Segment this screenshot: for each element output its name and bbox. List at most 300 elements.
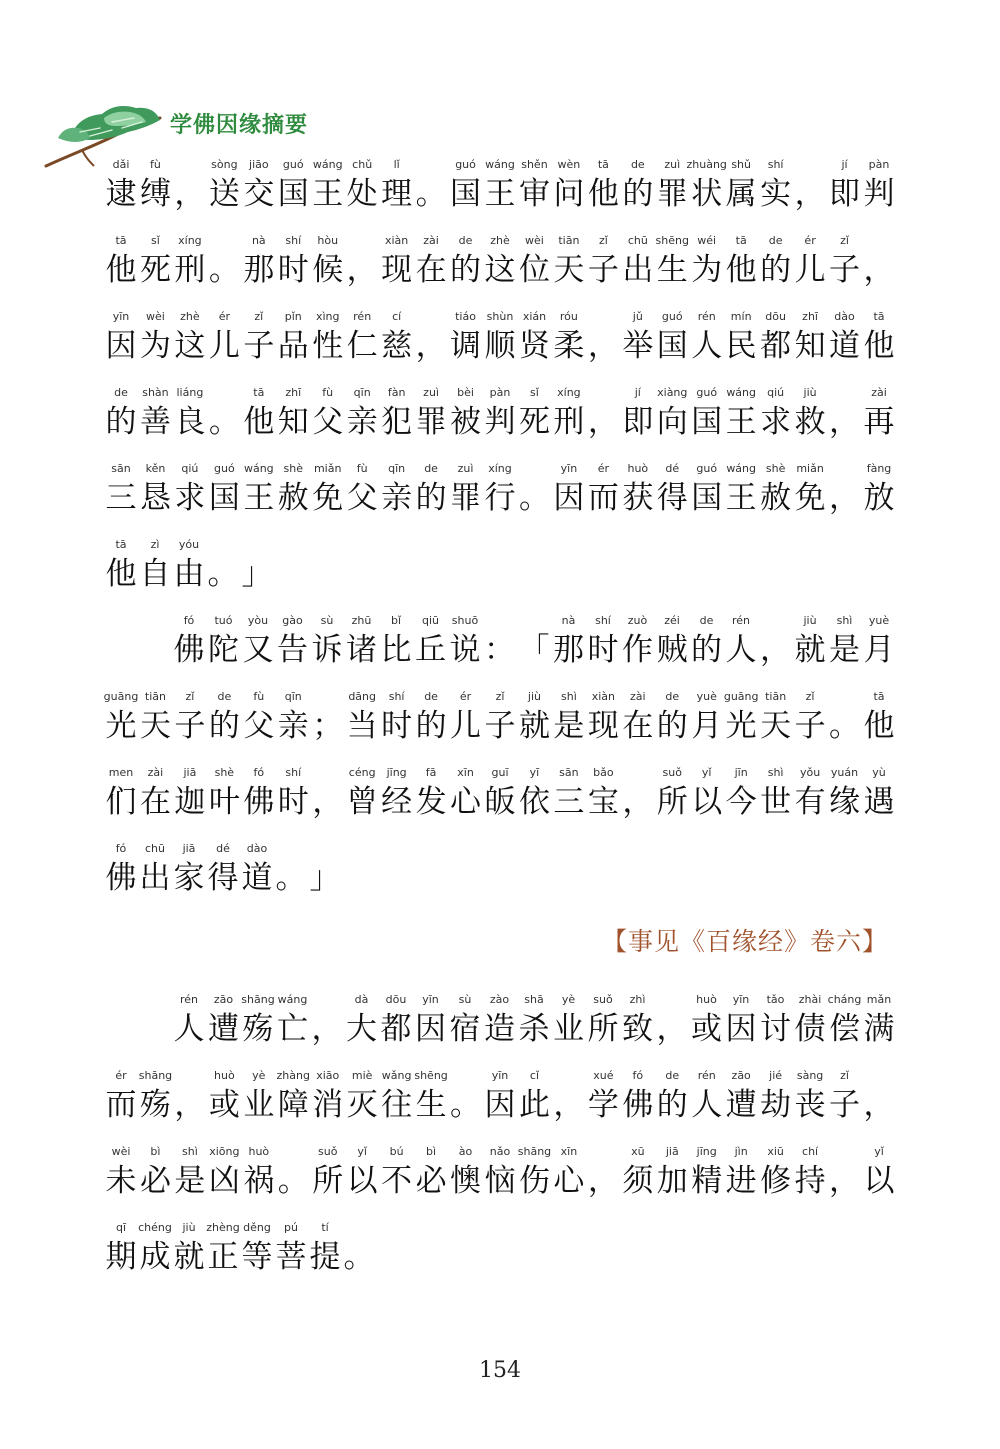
pinyin: shēng <box>414 1069 448 1082</box>
hanzi: 杀 <box>518 1011 550 1047</box>
hanzi: 国 <box>208 480 240 516</box>
hanzi: 恳 <box>139 480 171 516</box>
pinyin: fā <box>425 766 437 779</box>
hanzi: 持 <box>794 1163 826 1199</box>
pinyin: zhì <box>629 993 646 1006</box>
hanzi: 判 <box>863 176 895 212</box>
hanzi: 大 <box>346 1011 377 1047</box>
pinyin: cǐ <box>529 1069 539 1082</box>
pinyin: wáng <box>312 158 343 171</box>
hanzi: 。 <box>343 1239 375 1275</box>
pinyin: cháng <box>827 993 862 1006</box>
pinyin: sù <box>458 993 472 1006</box>
ruby-char <box>862 614 896 674</box>
hanzi: 人 <box>691 328 723 364</box>
pinyin: tā <box>735 234 747 247</box>
hanzi: 为 <box>139 328 171 364</box>
hanzi: 即 <box>829 176 861 212</box>
hanzi: 刑 <box>553 404 585 440</box>
pinyin: xiōng <box>209 1145 240 1158</box>
pinyin: hòu <box>317 234 339 247</box>
ruby-char <box>862 1145 896 1205</box>
hanzi: 。 <box>275 860 307 896</box>
hanzi: 有 <box>794 784 826 820</box>
pinyin: bèi <box>457 386 474 399</box>
hanzi: 的 <box>622 176 654 212</box>
hanzi: ， <box>415 328 447 364</box>
text-line <box>0 1221 1000 1281</box>
hanzi: 时 <box>381 708 413 744</box>
pinyin: qīn <box>284 690 302 703</box>
pinyin: sù <box>320 614 334 627</box>
hanzi: 刑 <box>174 252 206 288</box>
pinyin: guó <box>696 462 718 475</box>
hanzi: 逮 <box>105 176 137 212</box>
pinyin: bì <box>426 1145 437 1158</box>
hanzi: 在 <box>622 708 654 744</box>
hanzi: 成 <box>139 1239 171 1275</box>
pinyin: zāo <box>213 993 234 1006</box>
hanzi: 或 <box>208 1087 240 1123</box>
pinyin: xíng <box>557 386 581 399</box>
pinyin: xiàng <box>657 386 688 399</box>
hanzi: 劫 <box>760 1087 792 1123</box>
hanzi: 国 <box>656 328 688 364</box>
pinyin: zéi <box>664 614 680 627</box>
pinyin: huò <box>248 1145 270 1158</box>
hanzi: 的 <box>691 632 722 668</box>
pinyin: guī <box>491 766 509 779</box>
hanzi: 陀 <box>208 632 239 668</box>
pinyin: miè <box>351 1069 373 1082</box>
pinyin: dào <box>246 842 268 855</box>
hanzi: 天 <box>553 252 585 288</box>
pinyin: suǒ <box>593 993 613 1006</box>
pinyin: ér <box>218 310 230 323</box>
hanzi: 业 <box>243 1087 275 1123</box>
hanzi: 儿 <box>208 328 240 364</box>
hanzi: 以 <box>691 784 723 820</box>
pinyin: fù <box>322 386 334 399</box>
hanzi: 讨 <box>760 1011 791 1047</box>
pinyin: rén <box>353 310 372 323</box>
pinyin: guāng <box>103 690 139 703</box>
pinyin: bǐ <box>390 614 402 627</box>
pinyin: zhī <box>285 386 302 399</box>
pinyin: zǐ <box>598 234 608 247</box>
pinyin: xué <box>593 1069 614 1082</box>
pinyin: yè <box>252 1069 266 1082</box>
hanzi: 善 <box>139 404 171 440</box>
ruby-char <box>342 1221 376 1281</box>
ruby-char <box>308 842 342 902</box>
hanzi: 父 <box>312 404 344 440</box>
hanzi: 三 <box>553 784 585 820</box>
pinyin: tā <box>873 690 885 703</box>
pinyin: zài <box>147 766 164 779</box>
pinyin: shì <box>836 614 853 627</box>
hanzi: 不 <box>381 1163 413 1199</box>
pinyin: yīn <box>422 993 439 1006</box>
hanzi: 王 <box>312 176 344 212</box>
pinyin: yǒu <box>799 766 821 779</box>
pinyin: shāng <box>517 1145 552 1158</box>
hanzi: 宿 <box>449 1011 481 1047</box>
pinyin: róu <box>559 310 578 323</box>
hanzi: 修 <box>760 1163 792 1199</box>
hanzi: ， <box>829 404 861 440</box>
hanzi: 得 <box>207 860 239 896</box>
pinyin: dào <box>834 310 855 323</box>
hanzi: 王 <box>484 176 516 212</box>
hanzi: 国 <box>691 404 723 440</box>
hanzi: 宝 <box>587 784 619 820</box>
pinyin: yīn <box>112 310 130 323</box>
hanzi: 发 <box>415 784 447 820</box>
hanzi: 精 <box>691 1163 723 1199</box>
pinyin: nǎo <box>489 1145 511 1158</box>
pinyin: fó <box>183 614 195 627</box>
hanzi: 这 <box>484 252 516 288</box>
pinyin: fó <box>115 842 127 855</box>
pinyin: shè <box>765 462 786 475</box>
pinyin: huò <box>696 993 717 1006</box>
hanzi: 状 <box>691 176 723 212</box>
hanzi: 位 <box>518 252 550 288</box>
hanzi: 等 <box>241 1239 273 1275</box>
hanzi: 子 <box>587 252 619 288</box>
hanzi: 子 <box>829 1087 861 1123</box>
pinyin: de <box>217 690 232 703</box>
pinyin <box>227 538 287 552</box>
text-line <box>0 310 1000 370</box>
hanzi: 天 <box>760 708 792 744</box>
text-line <box>0 462 1000 522</box>
hanzi: 殇 <box>242 1011 274 1047</box>
pinyin: chí <box>802 1145 819 1158</box>
pinyin: shāng <box>241 993 275 1006</box>
hanzi: 菩 <box>275 1239 307 1275</box>
hanzi: 今 <box>725 784 757 820</box>
pinyin: rén <box>731 614 751 627</box>
hanzi: ， <box>346 252 378 288</box>
text-line <box>0 614 1000 674</box>
hanzi: 自 <box>139 556 171 592</box>
pinyin: liáng <box>176 386 204 399</box>
hanzi: 遇 <box>863 784 895 820</box>
hanzi: 告 <box>277 632 308 668</box>
hanzi: ， <box>656 1011 688 1047</box>
hanzi: ， <box>829 1163 861 1199</box>
pinyin: zhuàng <box>686 158 727 171</box>
hanzi: 佛 <box>173 632 205 668</box>
ruby-char <box>862 462 896 522</box>
hanzi: ， <box>863 1087 895 1123</box>
pinyin: tiáo <box>455 310 476 323</box>
pinyin: rén <box>697 1069 716 1082</box>
hanzi: 依 <box>518 784 550 820</box>
hanzi: 」 <box>241 556 273 592</box>
hanzi: ： <box>484 632 515 668</box>
hanzi: 光 <box>105 708 137 744</box>
hanzi: 皈 <box>484 784 516 820</box>
hanzi: 仁 <box>346 328 378 364</box>
hanzi: 诸 <box>346 632 377 668</box>
hanzi: 佛 <box>243 784 275 820</box>
hanzi: 人 <box>173 1011 205 1047</box>
hanzi: 们 <box>105 784 137 820</box>
hanzi: 判 <box>484 404 516 440</box>
pinyin: rén <box>179 993 199 1006</box>
pinyin: de <box>424 462 438 475</box>
hanzi: 知 <box>277 404 309 440</box>
hanzi: 顺 <box>484 328 516 364</box>
hanzi: 佛 <box>622 1087 654 1123</box>
pinyin: bú <box>389 1145 404 1158</box>
pinyin: xián <box>522 310 547 323</box>
hanzi: 。 <box>208 252 240 288</box>
pinyin: bì <box>150 1145 161 1158</box>
hanzi: 就 <box>173 1239 205 1275</box>
hanzi: 家 <box>173 860 205 896</box>
pinyin: qīn <box>388 462 406 475</box>
hanzi: ， <box>174 176 206 212</box>
hanzi: 求 <box>174 480 206 516</box>
pinyin: qī <box>115 1221 127 1234</box>
pinyin: zāo <box>731 1069 751 1082</box>
pinyin: shì <box>767 766 784 779</box>
hanzi: ， <box>760 632 791 668</box>
hanzi: 因 <box>415 1011 446 1047</box>
hanzi: 此 <box>518 1087 550 1123</box>
pinyin: de <box>458 234 473 247</box>
hanzi: 子 <box>243 328 275 364</box>
hanzi: 提 <box>309 1239 341 1275</box>
pinyin: kěn <box>145 462 166 475</box>
hanzi: 获 <box>622 480 654 516</box>
pinyin: shuō <box>451 614 479 627</box>
hanzi: 或 <box>691 1011 722 1047</box>
hanzi: 现 <box>381 252 413 288</box>
pinyin: chū <box>145 842 165 855</box>
pinyin: fù <box>356 462 368 475</box>
hanzi: 父 <box>243 708 275 744</box>
hanzi: 进 <box>725 1163 757 1199</box>
hanzi: 实 <box>760 176 792 212</box>
hanzi: 经 <box>381 784 413 820</box>
hanzi: 知 <box>794 328 826 364</box>
pinyin: guó <box>455 158 476 171</box>
hanzi: 是 <box>829 632 860 668</box>
pinyin: suǒ <box>318 1145 338 1158</box>
pinyin: zhī <box>802 310 818 323</box>
pinyin: de <box>424 690 438 703</box>
hanzi: 致 <box>622 1011 653 1047</box>
pinyin: huò <box>214 1069 235 1082</box>
hanzi: ， <box>587 328 619 364</box>
pinyin: tuó <box>214 614 233 627</box>
hanzi: 佛 <box>105 860 137 896</box>
hanzi: 所 <box>656 784 688 820</box>
hanzi: 再 <box>863 404 895 440</box>
hanzi: 须 <box>622 1163 654 1199</box>
pinyin: tiān <box>144 690 166 703</box>
ruby-char <box>862 310 896 370</box>
ruby-char <box>862 158 896 218</box>
pinyin: de <box>665 690 680 703</box>
hanzi: 亲 <box>277 708 309 744</box>
pinyin: dōu <box>385 993 407 1006</box>
hanzi: 罪 <box>656 176 688 212</box>
pinyin: zǐ <box>495 690 505 703</box>
hanzi: ， <box>622 784 654 820</box>
pinyin: wáng <box>726 462 757 475</box>
hanzi: 品 <box>277 328 309 364</box>
hanzi: ， <box>863 252 895 288</box>
pinyin: fù <box>253 690 265 703</box>
hanzi: 的 <box>208 708 240 744</box>
hanzi: 王 <box>243 480 275 516</box>
pinyin: cí <box>392 310 402 323</box>
hanzi: 死 <box>518 404 550 440</box>
pinyin: yī <box>529 766 540 779</box>
pinyin: tā <box>873 310 885 323</box>
hanzi: 时 <box>587 632 619 668</box>
pinyin: jié <box>769 1069 783 1082</box>
hanzi: 柔 <box>553 328 585 364</box>
pinyin: děng <box>243 1221 271 1234</box>
hanzi: 业 <box>553 1011 584 1047</box>
hanzi: 而 <box>105 1087 137 1123</box>
hanzi: 被 <box>450 404 482 440</box>
pinyin: zhèng <box>206 1221 240 1234</box>
hanzi: ， <box>312 784 344 820</box>
hanzi: 人 <box>725 632 757 668</box>
pinyin: shùn <box>486 310 514 323</box>
hanzi: 。 <box>415 176 447 212</box>
pinyin: jiā <box>183 766 197 779</box>
hanzi: 求 <box>760 404 792 440</box>
hanzi: 在 <box>415 252 447 288</box>
pinyin: zǐ <box>185 690 195 703</box>
pinyin: jiāo <box>249 158 269 171</box>
pinyin: shāng <box>138 1069 173 1082</box>
pinyin: shàn <box>142 386 169 399</box>
pinyin: bǎo <box>593 766 614 779</box>
text-line <box>0 538 1000 598</box>
hanzi: 儿 <box>450 708 482 744</box>
pinyin: xiàn <box>384 234 409 247</box>
hanzi: 国 <box>277 176 309 212</box>
pinyin: zì <box>150 538 160 551</box>
hanzi: 心 <box>553 1163 585 1199</box>
pinyin: céng <box>348 766 376 779</box>
text-line <box>0 234 1000 294</box>
hanzi: 所 <box>587 1011 619 1047</box>
hanzi: 子 <box>829 252 861 288</box>
ruby-char <box>862 993 896 1053</box>
pinyin: dé <box>665 462 680 475</box>
hanzi: 他 <box>105 252 137 288</box>
pinyin: jiā <box>182 842 196 855</box>
pinyin: fù <box>150 158 161 171</box>
pinyin: jiù <box>803 614 817 627</box>
pinyin: zǐ <box>840 234 849 247</box>
pinyin: tā <box>253 386 265 399</box>
pinyin: qiú <box>181 462 199 475</box>
hanzi: 偿 <box>829 1011 860 1047</box>
hanzi: 的 <box>415 708 447 744</box>
hanzi: 的 <box>415 480 447 516</box>
hanzi: 处 <box>346 176 378 212</box>
hanzi: 恼 <box>484 1163 516 1199</box>
hanzi: 那 <box>553 632 584 668</box>
hanzi: 他 <box>725 252 757 288</box>
ruby-char <box>862 234 896 294</box>
pinyin: fó <box>632 1069 644 1082</box>
hanzi: ， <box>587 404 619 440</box>
pinyin: de <box>768 234 783 247</box>
hanzi: 都 <box>380 1011 412 1047</box>
pinyin: nà <box>251 234 266 247</box>
text-line <box>0 842 1000 902</box>
hanzi: 现 <box>587 708 619 744</box>
hanzi: 贼 <box>656 632 688 668</box>
hanzi: 因 <box>553 480 585 516</box>
hanzi: 道 <box>829 328 861 364</box>
pinyin: yīn <box>491 1069 509 1082</box>
pinyin: zuò <box>627 614 648 627</box>
hanzi: 学 <box>587 1087 619 1123</box>
hanzi: 人 <box>691 1087 723 1123</box>
pinyin: jīng <box>386 766 407 779</box>
pinyin: zhàng <box>276 1069 310 1082</box>
pinyin: zài <box>423 234 439 247</box>
pinyin: qiú <box>767 386 785 399</box>
text-line <box>0 1069 1000 1129</box>
pinyin: wáng <box>277 993 308 1006</box>
hanzi: 当 <box>346 708 378 744</box>
hanzi: 祸 <box>243 1163 275 1199</box>
hanzi: 的 <box>450 252 482 288</box>
hanzi: 债 <box>794 1011 826 1047</box>
hanzi: 缘 <box>829 784 861 820</box>
hanzi: 因 <box>105 328 137 364</box>
pinyin: tā <box>115 538 127 551</box>
pinyin: tā <box>115 234 127 247</box>
hanzi: 月 <box>863 632 895 668</box>
ruby-char <box>862 690 896 750</box>
hanzi: 天 <box>139 708 171 744</box>
pinyin: shí <box>595 614 611 627</box>
hanzi: ， <box>794 176 826 212</box>
hanzi: 是 <box>553 708 585 744</box>
pinyin: qiū <box>421 614 439 627</box>
pinyin: zuì <box>423 386 439 399</box>
pinyin: ér <box>459 690 472 703</box>
hanzi: 就 <box>794 632 826 668</box>
hanzi: 以 <box>346 1163 378 1199</box>
pinyin: zǐ <box>840 1069 849 1082</box>
pinyin: rén <box>697 310 716 323</box>
hanzi: 亲 <box>346 404 378 440</box>
pinyin: sòng <box>211 158 238 171</box>
text-line <box>0 690 1000 750</box>
hanzi: 理 <box>381 176 413 212</box>
hanzi: 障 <box>277 1087 309 1123</box>
pinyin: wáng <box>726 386 757 399</box>
pinyin: shǔ <box>731 158 752 171</box>
